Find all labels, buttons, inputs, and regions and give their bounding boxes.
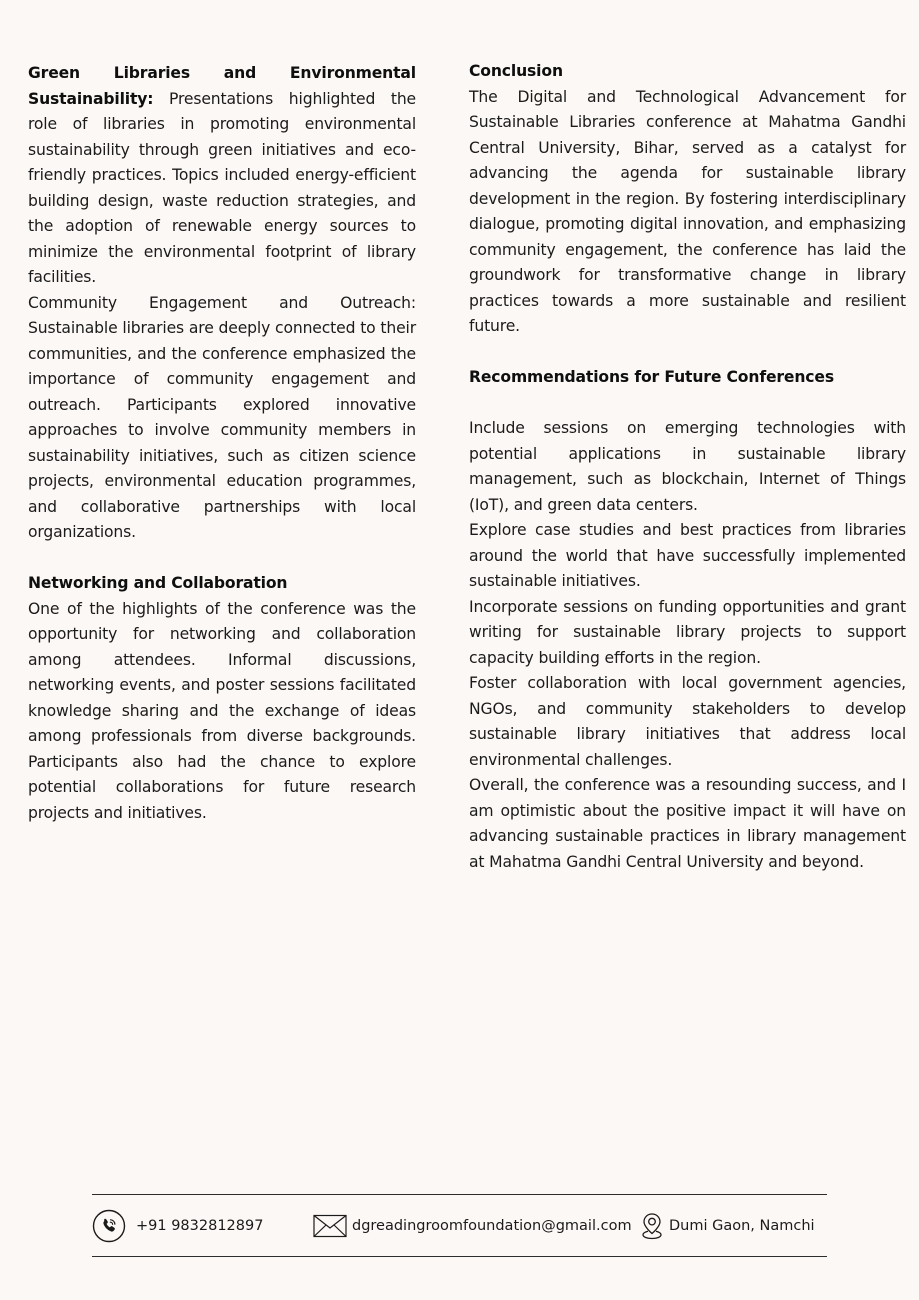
green-libraries-body: Presentations highlighted the role of libraries in promoting environmental sustainability through green initiatives and eco-friendly practices. Topics included energy-efficient building design, waste reduction strategies, and the adoption of renewable energy sources to minimize the environmental footprint of library facilities. [28,89,416,286]
recommendation-item: Incorporate sessions on funding opportunities and grant writing for sustainable library projects to support capacity building efforts in the region. [469,597,906,667]
footer-top-divider [92,1194,827,1195]
green-libraries-heading: Green Libraries and Environmental Sustainability: [28,64,416,108]
map-pin-icon [641,1212,663,1240]
networking-heading: Networking and Collaboration [28,574,288,592]
section-spacer [469,340,906,366]
networking-paragraph: One of the highlights of the conference was the opportunity for networking and collaboration among attendees. Informal discussions, networking events, and poster sessions facilitated knowledge sharing and the exchange of ideas among professionals from diverse backgrounds. Participants also had the chance to explore potential collaborations for future research projects and initiatives. [28,599,416,822]
section-spacer [28,546,416,572]
recommendation-item: Foster collaboration with local government agencies, NGOs, and community stakeholders to develop sustainable library initiatives that address local environmental challenges. [469,674,906,769]
community-engagement-paragraph: Community Engagement and Outreach: Sustainable libraries are deeply connected to their communities, and the conference emphasized the importance of community engagement and outreach. Participants explored innovative approaches to involve community members in sustainability initiatives, such as citizen science projects, environmental education programmes, and collaborative partnerships with local organizations. [28,293,416,541]
footer-location[interactable] [641,1211,815,1241]
footer-email[interactable] [313,1211,632,1241]
recommendation-item: Include sessions on emerging technologies with potential applications in sustainable library management, such as blockchain, Internet of Things (IoT), and green data centers. [469,419,906,514]
email-address: dgreadingroomfoundation@gmail.com [352,1218,632,1234]
phone-number: +91 9832812897 [136,1218,264,1234]
section-spacer [469,391,906,417]
recommendations-heading: Recommendations for Future Conferences [469,368,834,386]
right-column [469,59,906,875]
conclusion-paragraph: The Digital and Technological Advancement for Sustainable Libraries conference at Mahatma Gandhi Central University, Bihar, served as a catalyst for advancing the agenda for sustainable library development in the region. By fostering interdisciplinary dialogue, promoting digital innovation, and emphasizing community engagement, the conference has laid the groundwork for transformative change in library practices towards a more sustainable and resilient future. [469,87,906,335]
footer-bottom-divider [92,1256,827,1257]
closing-paragraph: Overall, the conference was a resounding success, and I am optimistic about the positive impact it will have on advancing sustainable practices in library management at Mahatma Gandhi Central University and beyond. [469,776,906,871]
footer-phone[interactable] [92,1211,263,1241]
envelope-icon [313,1214,347,1238]
green-libraries-section [28,61,416,291]
left-column [28,61,416,826]
location-text: Dumi Gaon, Namchi [669,1218,815,1234]
phone-icon [92,1209,126,1243]
conclusion-heading: Conclusion [469,62,563,80]
recommendation-item: Explore case studies and best practices from libraries around the world that have successfully implemented sustainable initiatives. [469,521,906,590]
